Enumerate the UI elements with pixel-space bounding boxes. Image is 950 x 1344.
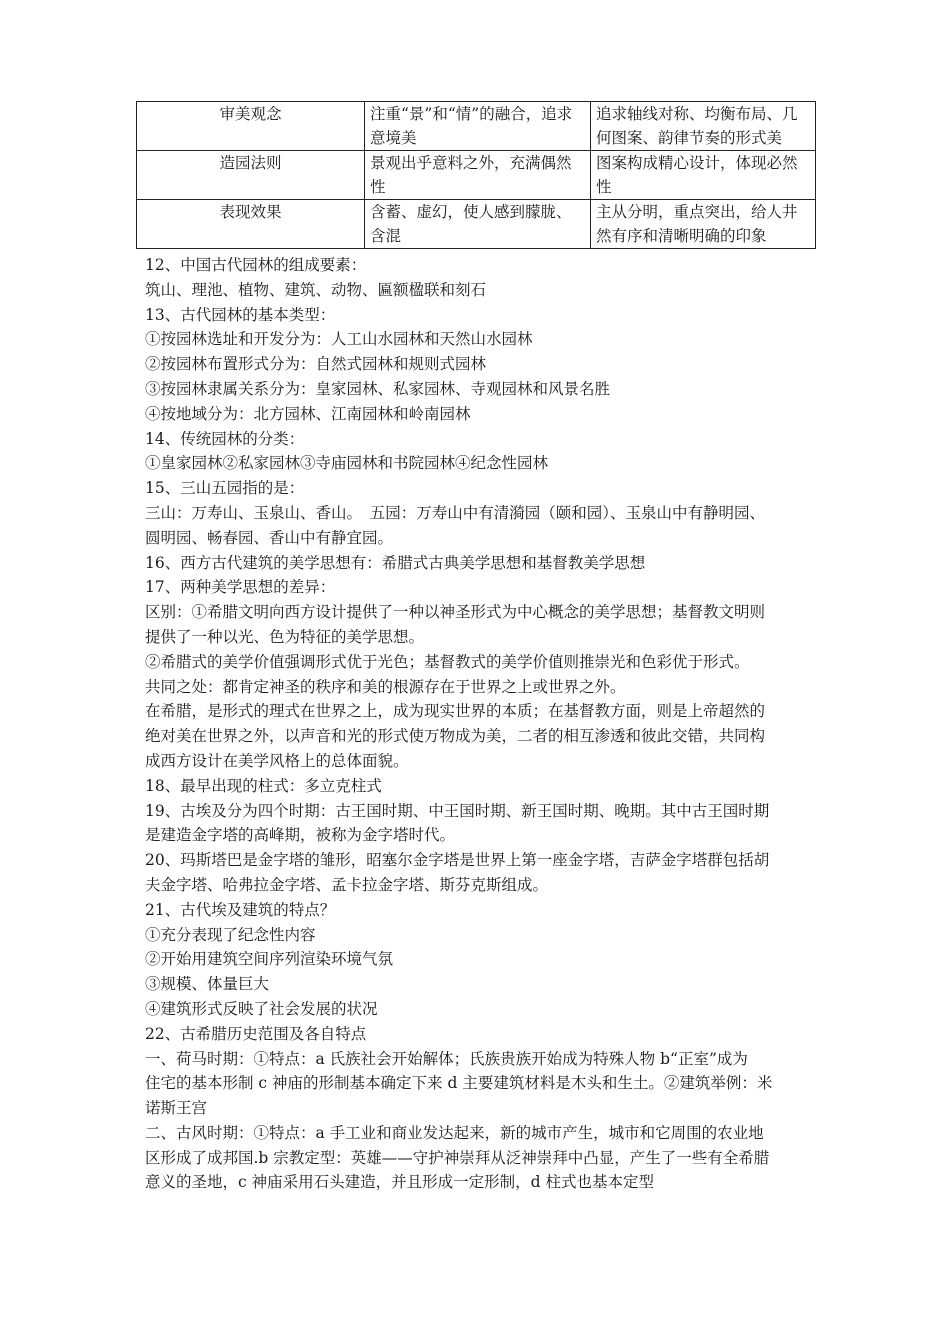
text-line: 22、古希腊历史范围及各自特点 [145,1024,367,1043]
text-line: 16、西方古代建筑的美学思想有：希腊式古典美学思想和基督教美学思想 [145,553,646,572]
text-line: 诺斯王宫 [145,1099,208,1118]
text-line: 共同之处：都肯定神圣的秩序和美的根源存在于世界之上或世界之外。 [145,677,626,696]
table-row [137,151,816,200]
table-cell: 含蓄、虚幻，使人感到朦胧、含混 [365,200,591,249]
row-header-cell: 表现效果 [137,200,365,249]
text-line: 在希腊，是形式的理式在世界之上，成为现实世界的本质；在基督教方面，则是上帝超然的 [145,702,766,721]
text-line: 圆明园、畅春园、香山中有静宜园。 [145,528,394,547]
text-line: 筑山、理池、植物、建筑、动物、匾额楹联和刻石 [145,280,487,299]
text-line: ③按园林隶属关系分为：皇家园林、私家园林、寺观园林和风景名胜 [145,379,611,398]
text-line: 住宅的基本形制 c 神庙的形制基本确定下来 d 主要建筑材料是木头和生土。②建筑举例：米 [145,1074,773,1093]
body-text [145,253,819,1195]
table-cell: 景观出乎意料之外，充满偶然性 [365,151,591,200]
text-line: 是建造金字塔的高峰期，被称为金字塔时代。 [145,826,456,845]
table-cell: 追求轴线对称、均衡布局、几何图案、韵律节奏的形式美 [591,102,816,151]
text-line: 20、玛斯塔巴是金字塔的雏形，昭塞尔金字塔是世界上第一座金字塔，吉萨金字塔群包括胡 [145,851,770,870]
text-line: ①按园林选址和开发分为：人工山水园林和天然山水园林 [145,330,533,349]
text-line: ②按园林布置形式分为：自然式园林和规则式园林 [145,355,487,374]
text-line: 提供了一种以光、色为特征的美学思想。 [145,627,425,646]
table-cell: 注重“景”和“情”的融合，追求意境美 [365,102,591,151]
text-line: ①充分表现了纪念性内容 [145,925,316,944]
text-line: ②开始用建筑空间序列渲染环境气氛 [145,950,394,969]
text-line: 意义的圣地，c 神庙采用石头建造，并且形成一定形制，d 柱式也基本定型 [145,1173,654,1192]
table-row [137,102,816,151]
text-line: 13、古代园林的基本类型： [145,305,336,324]
text-line: 19、古埃及分为四个时期：古王国时期、中王国时期、新王国时期、晚期。其中古王国时期 [145,801,770,820]
text-line: 二、古风时期：①特点：a 手工业和商业发达起来，新的城市产生，城市和它周围的农业地 [145,1123,764,1142]
text-line: ①皇家园林②私家园林③寺庙园林和书院园林④纪念性园林 [145,454,549,473]
text-line: 17、两种美学思想的差异： [145,578,336,597]
comparison-table-body [137,102,816,249]
text-line: ④建筑形式反映了社会发展的状况 [145,999,378,1018]
table-row [137,200,816,249]
text-line: 三山：万寿山、玉泉山、香山。 五园：万寿山中有清漪园（颐和园）、玉泉山中有静明园、 [145,503,766,522]
text-line: 区别：①希腊文明向西方设计提供了一种以神圣形式为中心概念的美学思想；基督教文明则 [145,603,766,622]
text-line: ④按地域分为：北方园林、江南园林和岭南园林 [145,404,471,423]
comparison-table [136,101,816,249]
text-line: 成西方设计在美学风格上的总体面貌。 [145,751,409,770]
table-cell: 主从分明，重点突出，给人井然有序和清晰明确的印象 [591,200,816,249]
text-line: ③规模、体量巨大 [145,975,270,994]
text-line: 区形成了成邦国.b 宗教定型：英雄——守护神崇拜从泛神崇拜中凸显，产生了一些有全希腊 [145,1148,770,1167]
text-line: 绝对美在世界之外，以声音和光的形式使万物成为美，二者的相互渗透和彼此交错，共同构 [145,727,766,746]
text-line: 一、荷马时期：①特点：a 氏族社会开始解体；氏族贵族开始成为特殊人物 b“正室”成为 [145,1049,748,1068]
text-line: 15、三山五园指的是： [145,479,305,498]
table-cell: 图案构成精心设计，体现必然性 [591,151,816,200]
text-line: ②希腊式的美学价值强调形式优于光色；基督教式的美学价值则推崇光和色彩优于形式。 [145,652,750,671]
row-header-cell: 审美观念 [137,102,365,151]
row-header-cell: 造园法则 [137,151,365,200]
text-line: 12、中国古代园林的组成要素： [145,256,367,274]
text-line: 18、最早出现的柱式：多立克柱式 [145,776,382,795]
text-line: 21、古代埃及建筑的特点？ [145,900,336,919]
text-line: 14、传统园林的分类： [145,429,305,448]
text-line: 夫金字塔、哈弗拉金字塔、孟卡拉金字塔、斯芬克斯组成。 [145,875,549,894]
